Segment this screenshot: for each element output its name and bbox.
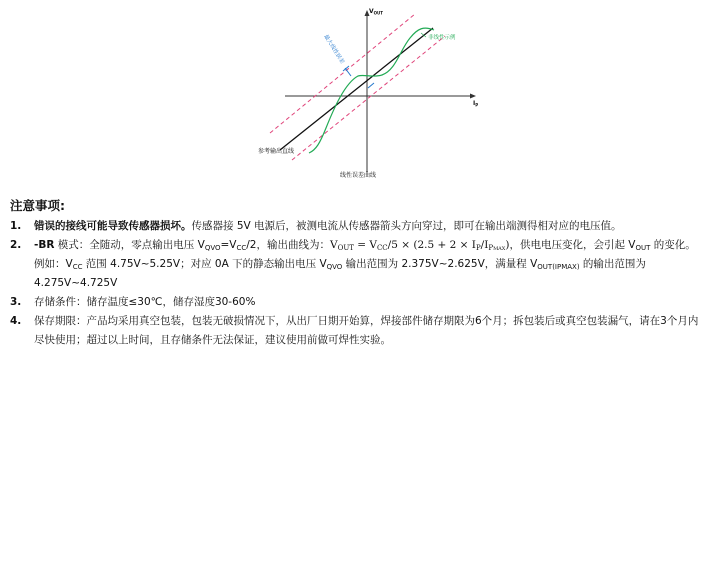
lower-error-bound: [292, 36, 445, 160]
linearity-diagram: [240, 0, 500, 185]
upper-error-bound: [270, 14, 415, 133]
note-number: 1.: [10, 220, 22, 232]
note-number: 4.: [10, 315, 22, 327]
note-text: 保存期限：产品均采用真空包装，包装无破损情况下，从出厂日期开始算，焊接部件储存期限为6个月；拆包装后或真空包装漏气，请在3个月内尽快使用；超过以上时间，且存储条件无法保证，建议使用前做可焊性实验。: [34, 315, 699, 346]
label-linearity-error-curve: 线性误差曲线: [340, 172, 377, 179]
nonlinear-curve: [309, 28, 434, 153]
note-item-1: [10, 217, 700, 236]
note-number: 2.: [10, 239, 22, 251]
notes-section: [10, 196, 700, 350]
notes-title: 注意事项:: [10, 198, 65, 213]
max-error-marker-tick-2: [368, 83, 374, 88]
note-item-4: [10, 312, 700, 350]
note-bold: 错误的接线可能导致传感器损坏。: [34, 220, 192, 232]
note-text: 传感器接 5V 电源后，被测电流从传感器箭头方向穿过，即可在输出端测得相对应的电压值。: [191, 220, 622, 232]
x-axis-label: $I_P$: [473, 100, 479, 108]
note-item-3: [10, 293, 700, 312]
note-number: 3.: [10, 296, 22, 308]
label-nonlinear-example: 非线性示例: [428, 35, 456, 41]
label-reference-output: 参考输出直线: [258, 148, 295, 155]
x-axis-arrow: [470, 94, 476, 99]
output-formula: $V_{OUT} = V_{CC}/5 \times (2.5 + 2 \times I_P/I_{PMAX})$: [329, 239, 510, 252]
note-example: 例如：$V_{CC}$ 范围 4.75V~5.25V；对应 0A 下的静态输出电压 $V_{QVO}$ 输出范围为 2.375V~2.625V，满量程 $V_{OUT(IPMAX)}$ 的输出范围为 4.275V~4.725V: [34, 258, 646, 289]
y-axis-label: $V_{OUT}$: [369, 8, 384, 16]
reference-output-line: [280, 28, 433, 150]
label-max-linearity-error: 最大线性误差: [322, 33, 345, 66]
mode-label: -BR: [34, 239, 55, 251]
note-item-2: 2. -BR 模式：全随动，零点输出电压 $V_{QVO}=V_{CC}/2$，输出曲线为：$V_{OUT} = V_{CC}/5 \times (2.5 + 2 \times I_P/I_{PMAX})$，供电电压变化，会引起 $V_{OUT}$ 的变化。: [10, 236, 700, 255]
note-text: 存储条件：储存温度≤30℃，储存湿度30-60%: [34, 296, 256, 308]
